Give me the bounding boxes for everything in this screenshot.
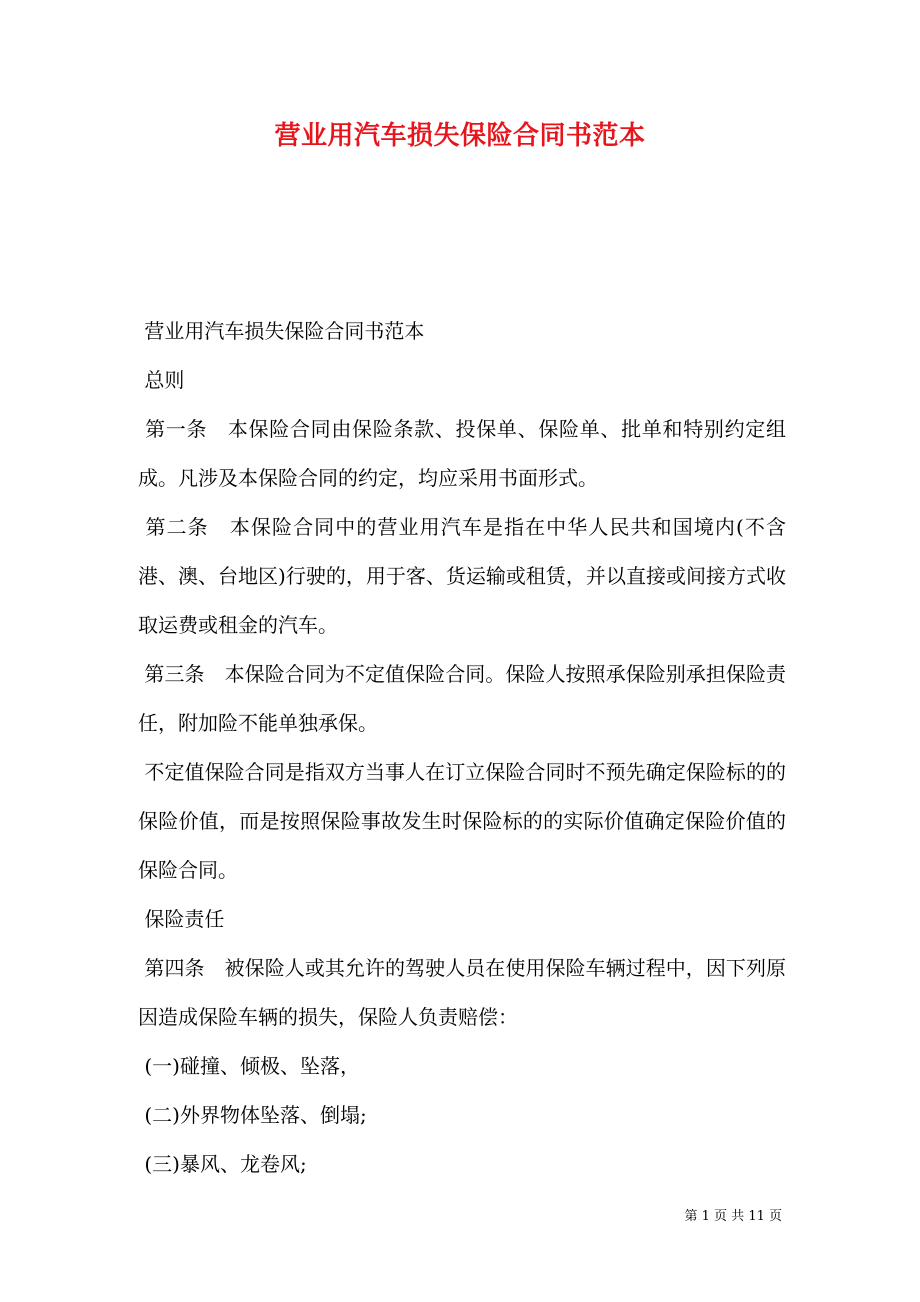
article-3: 第三条 本保险合同为不定值保险合同。保险人按照承保险别承担保险责任，附加险不能单独承保。: [138, 662, 787, 735]
list-item: (二)外界物体坠落、倒塌;: [138, 1103, 367, 1127]
article-4: 第四条 被保险人或其允许的驾驶人员在使用保险车辆过程中，因下列原因造成保险车辆的损失，保险人负责赔偿：: [138, 956, 787, 1029]
document-body: [138, 307, 786, 1189]
page-number-footer: 第 1 页 共 11 页: [684, 1209, 782, 1224]
paragraph-heading: 营业用汽车损失保险合同书范本: [138, 319, 425, 343]
list-item: (三)暴风、龙卷风;: [138, 1152, 307, 1176]
section-heading-liability: 保险责任: [138, 907, 225, 931]
article-3-definition: 不定值保险合同是指双方当事人在订立保险合同时不预先确定保险标的的保险价值，而是按照保险事故发生时保险标的的实际价值确定保险价值的保险合同。: [138, 760, 787, 882]
document-title: 营业用汽车损失保险合同书范本: [274, 121, 646, 151]
article-1: 第一条 本保险合同由保险条款、投保单、保险单、批单和特别约定组成。凡涉及本保险合同的约定，均应采用书面形式。: [138, 417, 787, 490]
section-heading-general: 总则: [138, 368, 185, 392]
article-2: 第二条 本保险合同中的营业用汽车是指在中华人民共和国境内(不含港、澳、台地区)行驶的，用于客、货运输或租赁，并以直接或间接方式收取运费或租金的汽车。: [138, 515, 786, 637]
list-item: (一)碰撞、倾极、坠落，: [138, 1054, 360, 1078]
